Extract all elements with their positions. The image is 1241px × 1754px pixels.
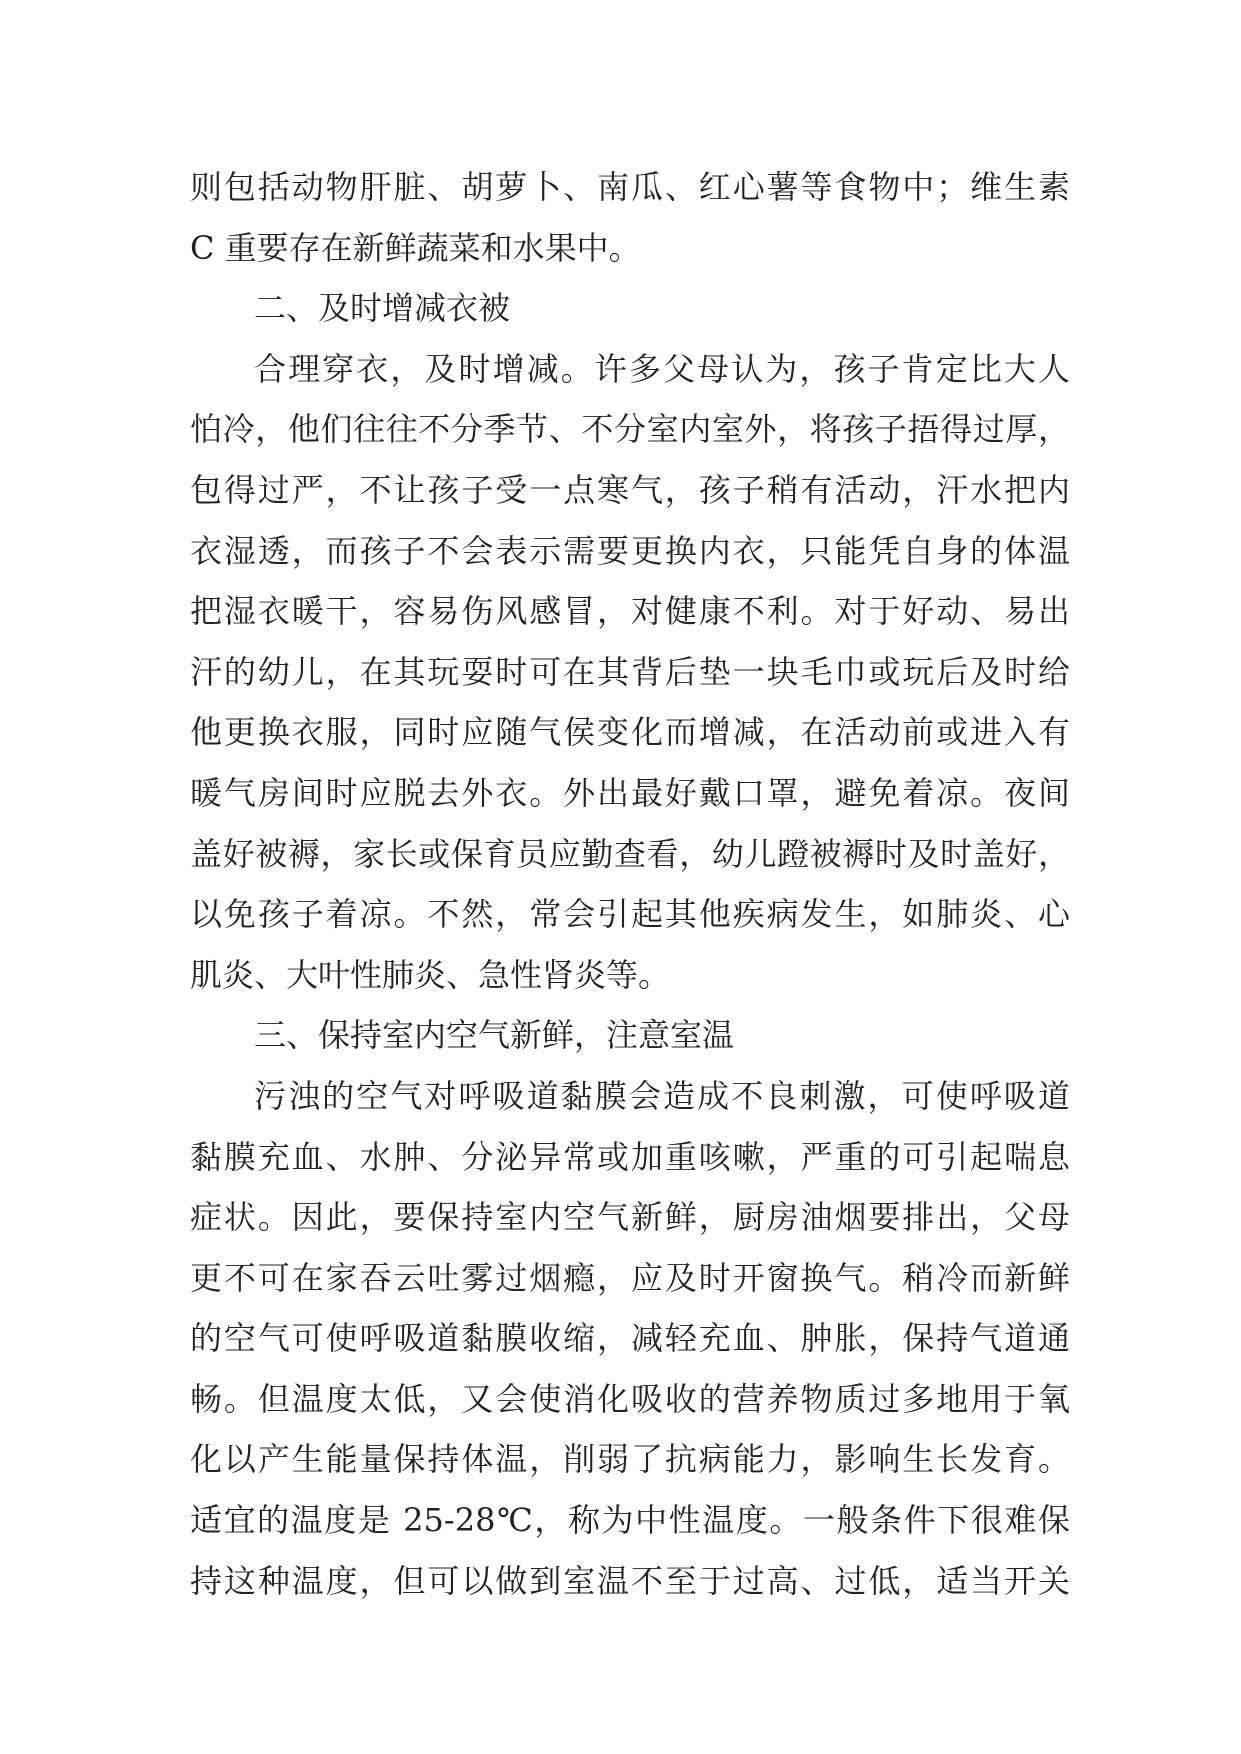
text-line: 症状。因此，要保持室内空气新鲜，厨房油烟要排出，父母 xyxy=(190,1198,1070,1237)
text-line: 把湿衣暖干，容易伤风感冒，对健康不利。对于好动、易出 xyxy=(190,592,1070,631)
text-line: 以免孩子着凉。不然，常会引起其他疾病发生，如肺炎、心 xyxy=(190,895,1070,934)
text-line: 暖气房间时应脱去外衣。外出最好戴口罩，避免着凉。夜间 xyxy=(190,773,1070,812)
text-line: 污浊的空气对呼吸道黏膜会造成不良刺激，可使呼吸道 xyxy=(254,1076,1070,1115)
section-heading: 二、及时增减衣被 xyxy=(254,289,511,328)
text-line: 黏膜充血、水肿、分泌异常或加重咳嗽，严重的可引起喘息 xyxy=(190,1137,1070,1176)
text-line: 盖好被褥，家长或保育员应勤查看，幼儿蹬被褥时及时盖好， xyxy=(190,834,1070,873)
text-line: 合理穿衣，及时增减。许多父母认为，孩子肯定比大人 xyxy=(254,349,1070,388)
text-line: 汗的幼儿，在其玩耍时可在其背后垫一块毛巾或玩后及时给 xyxy=(190,652,1070,691)
text-line: 衣湿透，而孩子不会表示需要更换内衣，只能凭自身的体温 xyxy=(190,531,1070,570)
section-heading: 三、保持室内空气新鲜，注意室温 xyxy=(254,1016,735,1055)
text-line: 持这种温度，但可以做到室温不至于过高、过低，适当开关 xyxy=(190,1561,1070,1600)
text-line: 的空气可使呼吸道黏膜收缩，减轻充血、肿胀，保持气道通 xyxy=(190,1319,1070,1358)
text-line: 畅。但温度太低，又会使消化吸收的营养物质过多地用于氧 xyxy=(190,1379,1070,1418)
text-line: 化以产生能量保持体温，削弱了抗病能力，影响生长发育。 xyxy=(190,1440,1070,1479)
text-line: 他更换衣服，同时应随气侯变化而增减，在活动前或进入有 xyxy=(190,713,1070,752)
body-text xyxy=(190,157,1070,1611)
text-line: 怕冷，他们往往不分季节、不分室内室外，将孩子捂得过厚， xyxy=(190,410,1070,449)
text-line: 适宜的温度是 25-28℃，称为中性温度。一般条件下很难保 xyxy=(190,1501,1070,1540)
text-line: C 重要存在新鲜蔬菜和水果中。 xyxy=(190,228,641,267)
text-line: 更不可在家吞云吐雾过烟瘾，应及时开窗换气。稍冷而新鲜 xyxy=(190,1258,1070,1297)
text-line: 则包括动物肝脏、胡萝卜、南瓜、红心薯等食物中；维生素 xyxy=(190,168,1070,206)
text-line: 包得过严，不让孩子受一点寒气，孩子稍有活动，汗水把内 xyxy=(190,470,1070,509)
text-line: 肌炎、大叶性肺炎、急性肾炎等。 xyxy=(190,955,671,994)
